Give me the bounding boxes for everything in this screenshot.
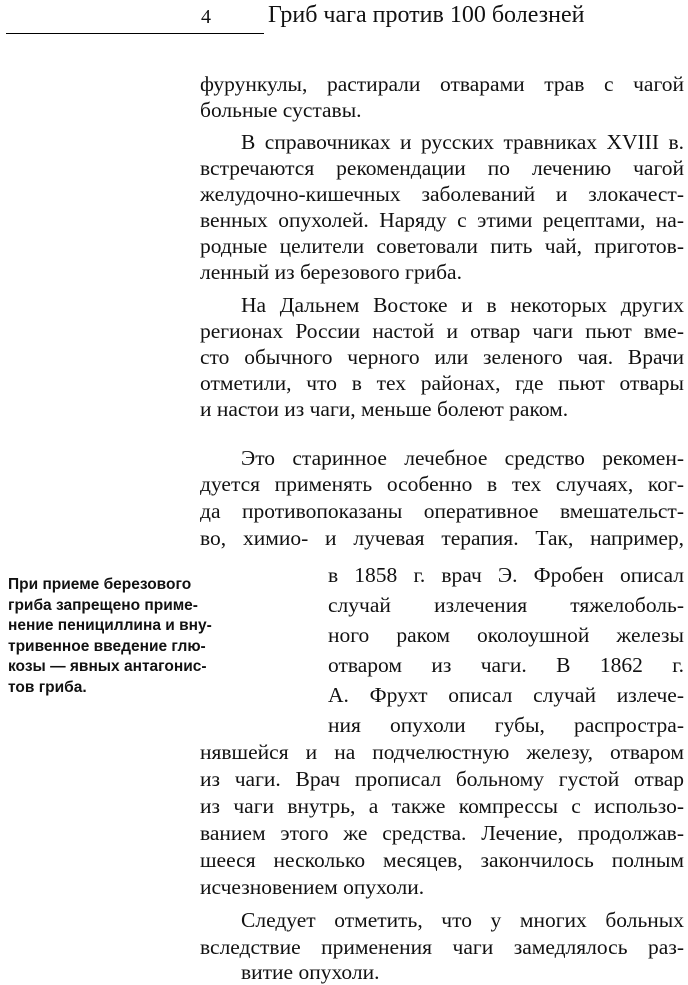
body-line: ленный из березового гриба. <box>200 260 462 284</box>
body-line: А. Фрухт описал случай излече- <box>328 683 684 707</box>
body-line: отметили, что в тех районах, где пьют отвары <box>200 371 684 395</box>
body-line: да противопоказаны оперативное вмешательст- <box>200 499 684 523</box>
page-number: 4 <box>201 6 211 28</box>
body-line: сто обычного черного или зеленого чая. Врачи <box>200 345 684 369</box>
side-note <box>8 575 320 698</box>
body-line: дуется применять особенно в тех случаях, ког- <box>200 472 684 496</box>
body-line: ного раком околоушной железы <box>328 623 684 647</box>
side-note-line: нение пенициллина и вну- <box>8 617 212 634</box>
header-rule <box>6 33 264 34</box>
body-line: Это старинное лечебное средство рекомен- <box>241 446 684 470</box>
side-note-line: гриба запрещено приме- <box>8 596 198 614</box>
body-line: витие опухоли. <box>241 960 380 984</box>
body-line: нявшейся и на подчелюстную железу, отваром <box>200 740 684 764</box>
body-line: регионах России настой и отвар чаги пьют вме- <box>200 319 684 343</box>
body-line: во, химио- и лучевая терапия. Так, например, <box>200 526 684 550</box>
body-line: родные целители советовали пить чай, приготов- <box>200 234 684 258</box>
body-line: из чаги. Врач прописал больному густой отвар <box>200 767 684 791</box>
body-line: исчезновением опухоли. <box>200 875 425 899</box>
body-line: вследствие применения чаги замедлялось раз- <box>200 935 684 959</box>
side-note-line: тривенное введение глю- <box>8 637 206 655</box>
body-line: В справочниках и русских травниках XVIII в. <box>241 130 684 154</box>
body-line: желудочно-кишечных заболеваний и злокачест- <box>200 182 684 206</box>
body-line: из чаги внутрь, а также компрессы с использо- <box>200 794 684 818</box>
body-line: случай излечения тяжелоболь- <box>328 593 684 617</box>
body-line: ния опухоли губы, распростра- <box>328 713 684 737</box>
body-line: встречаются рекомендации по лечению чагой <box>200 156 684 180</box>
body-line: ванием этого же средства. Лечение, продолжав- <box>200 821 684 845</box>
body-line: и настои из чаги, меньше болеют раком. <box>200 397 569 421</box>
body-line: шееся несколько месяцев, закончилось полным <box>200 848 684 872</box>
side-note-line: При приеме березового <box>8 576 192 593</box>
body-line: отваром из чаги. В 1862 г. <box>328 653 684 677</box>
running-title: Гриб чага против 100 болезней <box>268 2 585 28</box>
body-line: венных опухолей. Наряду с этими рецептами, на- <box>200 208 684 232</box>
body-line: больные суставы. <box>200 98 362 122</box>
body-line: фурункулы, растирали отварами трав с чагой <box>200 72 684 96</box>
side-note-line: козы — явных антагонис- <box>8 658 207 675</box>
body-line: На Дальнем Востоке и в некоторых других <box>241 293 684 317</box>
body-line: в 1858 г. врач Э. Фробен описал <box>328 563 684 587</box>
side-note-line: тов гриба. <box>8 678 87 696</box>
body-line: Следует отметить, что у многих больных <box>241 908 684 932</box>
